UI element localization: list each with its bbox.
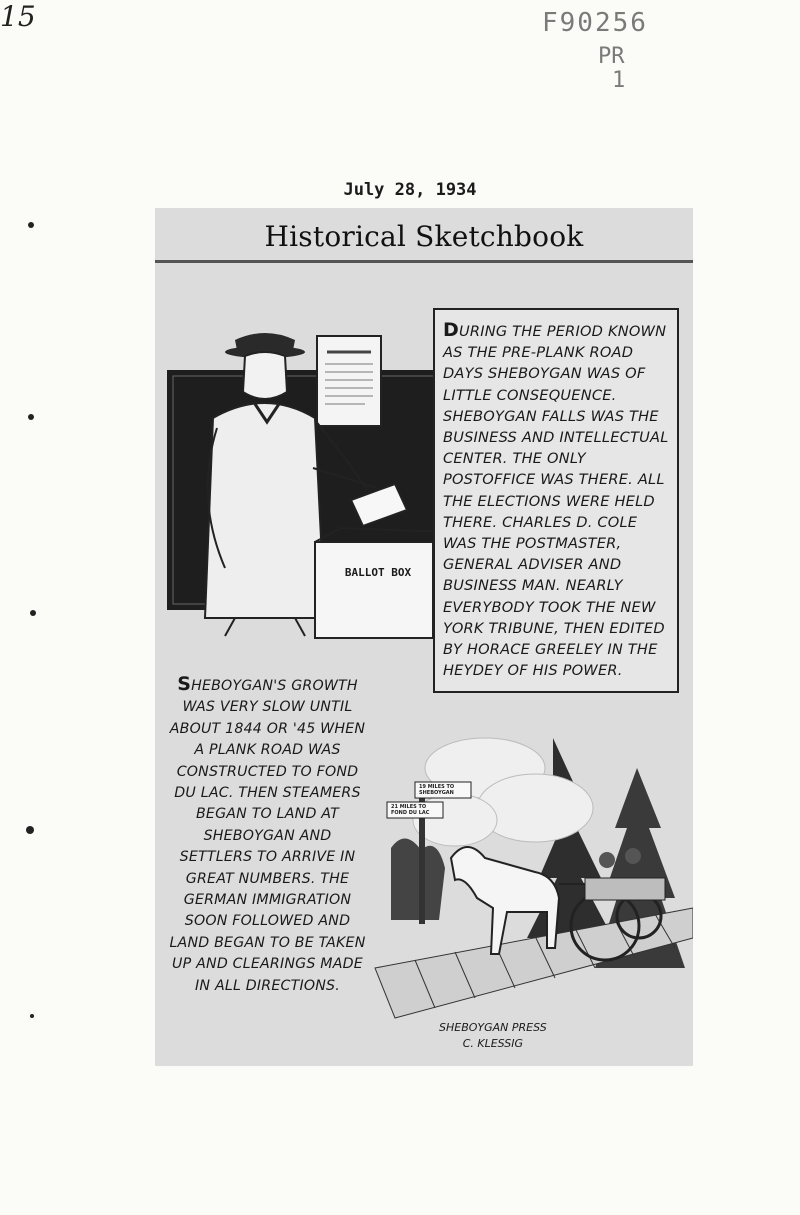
page-number: 15 (0, 0, 36, 33)
archive-sub-mark: PR (598, 44, 625, 69)
archive-tick-mark: 1 (612, 68, 626, 93)
credit-artist: C. KLESSIG (462, 1037, 523, 1050)
credit-publication: SHEBOYGAN PRESS (439, 1021, 547, 1034)
caption-right-initial: D (443, 319, 459, 341)
caption-left (165, 674, 370, 997)
ballot-box (315, 528, 447, 638)
caption-right-body: URING THE PERIOD KNOWN AS THE PRE-PLANK ROAD DAYS SHEBOYGAN WAS OF LITTLE CONSEQUENCE. SHEBOYGAN FALLS WAS THE BUSINESS AND INTELLECTUAL CENTER. THE ONLY POSTOFFICE WAS THERE. ALL THE ELECTIONS WERE HELD THERE. CHARLES D. COLE WAS THE POSTMASTER, GENERAL ADVISER AND BUSINESS MAN. NEARLY EVERYBODY TOOK THE NEW YORK TRIBUNE, THEN EDITED BY HORACE GREELEY IN THE HEYDEY OF HIS POWER. (443, 323, 669, 680)
caption-left-initial: S (177, 673, 192, 695)
artist-credit (439, 1020, 547, 1052)
caption-left-body: HEBOYGAN'S GROWTH WAS VERY SLOW UNTIL ABOUT 1844 OR '45 WHEN A PLANK ROAD WAS CONSTRUCTED TO FOND DU LAC. THEN STEAMERS BEGAN TO LAND AT SHEBOYGAN AND SETTLERS TO ARRIVE IN GREAT NUMBERS. THE GERMAN IMMIGRATION SOON FOLLOWED AND LAND BEGAN TO BE TAKEN UP AND CLEARINGS MADE IN ALL DIRECTIONS. (169, 678, 366, 994)
page-title: Historical Sketchbook (264, 220, 584, 253)
ballot-box-label: BALLOT BOX (344, 566, 412, 579)
margin-speck (30, 1014, 34, 1018)
margin-speck (30, 610, 36, 616)
signpost-fond-du-lac: 21 MILES TO FOND DU LAC (391, 804, 430, 816)
archive-catalog-number: F90256 (542, 8, 648, 38)
clipping-date: July 28, 1934 (343, 180, 477, 200)
posted-notice (317, 336, 381, 426)
margin-speck (28, 222, 34, 228)
margin-speck (28, 414, 34, 420)
signpost-sheboygan: 19 MILES TO SHEBOYGAN (419, 784, 455, 796)
newspaper-clipping (155, 208, 693, 1066)
margin-speck (26, 826, 34, 834)
caption-right (433, 308, 679, 693)
